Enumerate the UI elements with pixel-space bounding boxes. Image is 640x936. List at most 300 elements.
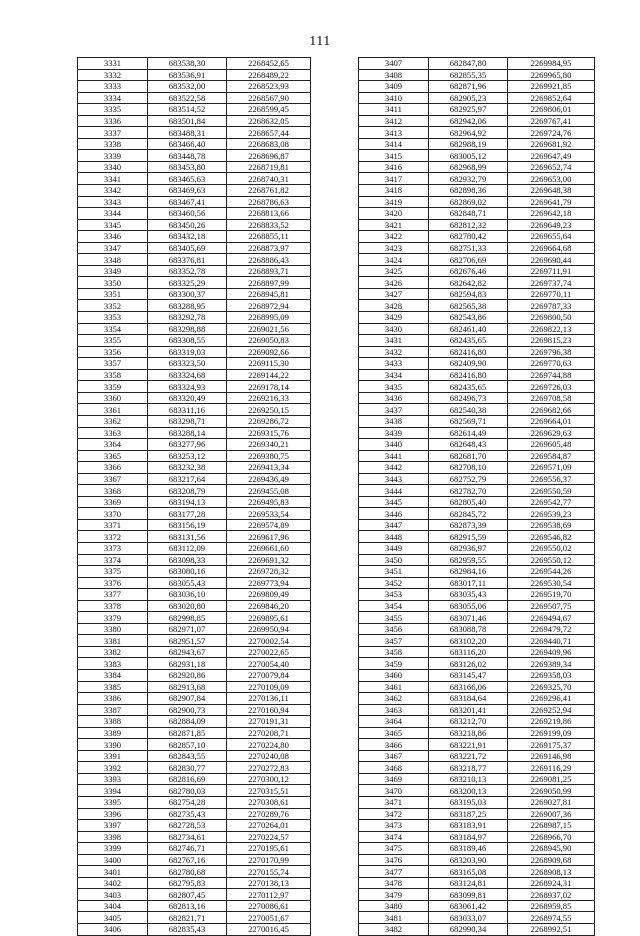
y-coordinate-cell: 2269219,86 <box>508 716 595 728</box>
point-number-cell: 3454 <box>359 600 429 612</box>
table-row <box>78 750 311 762</box>
table-row <box>359 358 595 370</box>
x-coordinate-cell: 683187,25 <box>429 808 508 820</box>
point-number-cell: 3394 <box>78 785 148 797</box>
y-coordinate-cell: 2268924,31 <box>508 877 595 889</box>
point-number-cell: 3408 <box>359 69 429 81</box>
y-coordinate-cell: 2268523,93 <box>227 81 311 93</box>
y-coordinate-cell: 2270300,12 <box>227 773 311 785</box>
x-coordinate-cell: 683200,13 <box>429 785 508 797</box>
y-coordinate-cell: 2269252,94 <box>508 704 595 716</box>
y-coordinate-cell: 2268974,55 <box>508 912 595 924</box>
table-row <box>78 773 311 785</box>
x-coordinate-cell: 683292,78 <box>148 312 227 324</box>
x-coordinate-cell: 683184,97 <box>429 831 508 843</box>
table-row <box>359 462 595 474</box>
y-coordinate-cell: 2269081,25 <box>508 773 595 785</box>
x-coordinate-cell: 682932,79 <box>429 173 508 185</box>
table-row <box>359 242 595 254</box>
y-coordinate-cell: 2269550,02 <box>508 542 595 554</box>
point-number-cell: 3426 <box>359 277 429 289</box>
table-row <box>359 785 595 797</box>
y-coordinate-cell: 2269538,69 <box>508 519 595 531</box>
x-coordinate-cell: 682857,10 <box>148 739 227 751</box>
point-number-cell: 3340 <box>78 161 148 173</box>
x-coordinate-cell: 683183,91 <box>429 820 508 832</box>
x-coordinate-cell: 683203,90 <box>429 854 508 866</box>
x-coordinate-cell: 682409,90 <box>429 358 508 370</box>
point-number-cell: 3416 <box>359 161 429 173</box>
y-coordinate-cell: 2268696,87 <box>227 150 311 162</box>
x-coordinate-cell: 683536,91 <box>148 69 227 81</box>
table-row <box>359 693 595 705</box>
point-number-cell: 3403 <box>78 889 148 901</box>
point-number-cell: 3427 <box>359 288 429 300</box>
table-row <box>78 658 311 670</box>
table-row <box>359 450 595 462</box>
point-number-cell: 3422 <box>359 231 429 243</box>
x-coordinate-cell: 683325,29 <box>148 277 227 289</box>
x-coordinate-cell: 683432,18 <box>148 231 227 243</box>
x-coordinate-cell: 683055,43 <box>148 577 227 589</box>
y-coordinate-cell: 2269027,81 <box>508 797 595 809</box>
y-coordinate-cell: 2269413,34 <box>227 462 311 474</box>
table-row <box>359 369 595 381</box>
table-row <box>359 312 595 324</box>
table-row <box>78 820 311 832</box>
y-coordinate-cell: 2268855,11 <box>227 231 311 243</box>
y-coordinate-cell: 2269216,33 <box>227 392 311 404</box>
table-row <box>359 704 595 716</box>
y-coordinate-cell: 2270240,08 <box>227 750 311 762</box>
y-coordinate-cell: 2270195,61 <box>227 843 311 855</box>
y-coordinate-cell: 2269494,67 <box>508 612 595 624</box>
table-row <box>359 750 595 762</box>
x-coordinate-cell: 682884,09 <box>148 716 227 728</box>
point-number-cell: 3407 <box>359 58 429 70</box>
point-number-cell: 3370 <box>78 508 148 520</box>
y-coordinate-cell: 2270224,57 <box>227 831 311 843</box>
point-number-cell: 3383 <box>78 658 148 670</box>
y-coordinate-cell: 2269007,36 <box>508 808 595 820</box>
y-coordinate-cell: 2269605,48 <box>508 439 595 451</box>
y-coordinate-cell: 2269584,87 <box>508 450 595 462</box>
point-number-cell: 3447 <box>359 519 429 531</box>
y-coordinate-cell: 2270112,97 <box>227 889 311 901</box>
y-coordinate-cell: 2268786,63 <box>227 196 311 208</box>
table-row <box>359 415 595 427</box>
y-coordinate-cell: 2269708,58 <box>508 392 595 404</box>
x-coordinate-cell: 682920,86 <box>148 669 227 681</box>
point-number-cell: 3429 <box>359 312 429 324</box>
y-coordinate-cell: 2269642,18 <box>508 208 595 220</box>
y-coordinate-cell: 2269681,92 <box>508 138 595 150</box>
table-row <box>78 415 311 427</box>
point-number-cell: 3444 <box>359 485 429 497</box>
point-number-cell: 3442 <box>359 462 429 474</box>
table-row <box>78 508 311 520</box>
table-row <box>359 635 595 647</box>
point-number-cell: 3441 <box>359 450 429 462</box>
y-coordinate-cell: 2269519,70 <box>508 589 595 601</box>
table-row <box>78 150 311 162</box>
x-coordinate-cell: 682998,85 <box>148 612 227 624</box>
x-coordinate-cell: 683376,81 <box>148 254 227 266</box>
point-number-cell: 3401 <box>78 866 148 878</box>
table-row <box>359 912 595 924</box>
point-number-cell: 3400 <box>78 854 148 866</box>
point-number-cell: 3360 <box>78 392 148 404</box>
x-coordinate-cell: 682728,53 <box>148 820 227 832</box>
point-number-cell: 3387 <box>78 704 148 716</box>
y-coordinate-cell: 2269773,94 <box>227 577 311 589</box>
table-row <box>78 427 311 439</box>
y-coordinate-cell: 2269315,76 <box>227 427 311 439</box>
table-row <box>359 924 595 936</box>
y-coordinate-cell: 2269726,03 <box>508 381 595 393</box>
x-coordinate-cell: 683218,86 <box>429 727 508 739</box>
point-number-cell: 3347 <box>78 242 148 254</box>
table-row <box>359 115 595 127</box>
x-coordinate-cell: 683055,06 <box>429 600 508 612</box>
point-number-cell: 3366 <box>78 462 148 474</box>
table-row <box>78 808 311 820</box>
y-coordinate-cell: 2268489,22 <box>227 69 311 81</box>
point-number-cell: 3376 <box>78 577 148 589</box>
table-row <box>78 392 311 404</box>
point-number-cell: 3475 <box>359 843 429 855</box>
y-coordinate-cell: 2268908,13 <box>508 866 595 878</box>
table-row <box>359 208 595 220</box>
y-coordinate-cell: 2269767,41 <box>508 115 595 127</box>
table-row <box>78 335 311 347</box>
y-coordinate-cell: 2269325,70 <box>508 681 595 693</box>
y-coordinate-cell: 2269800,50 <box>508 312 595 324</box>
table-row <box>359 531 595 543</box>
table-row <box>78 358 311 370</box>
y-coordinate-cell: 2269115,30 <box>227 358 311 370</box>
point-number-cell: 3377 <box>78 589 148 601</box>
x-coordinate-cell: 683099,81 <box>429 889 508 901</box>
point-number-cell: 3458 <box>359 646 429 658</box>
point-number-cell: 3476 <box>359 854 429 866</box>
table-row <box>78 462 311 474</box>
y-coordinate-cell: 2269546,82 <box>508 531 595 543</box>
point-number-cell: 3434 <box>359 369 429 381</box>
table-row <box>78 577 311 589</box>
point-number-cell: 3379 <box>78 612 148 624</box>
point-number-cell: 3452 <box>359 577 429 589</box>
table-row <box>359 843 595 855</box>
point-number-cell: 3453 <box>359 589 429 601</box>
y-coordinate-cell: 2269648,38 <box>508 185 595 197</box>
x-coordinate-cell: 682830,77 <box>148 762 227 774</box>
point-number-cell: 3332 <box>78 69 148 81</box>
x-coordinate-cell: 682569,71 <box>429 415 508 427</box>
y-coordinate-cell: 2269389,34 <box>508 658 595 670</box>
table-row <box>359 554 595 566</box>
table-row <box>78 635 311 647</box>
y-coordinate-cell: 2269358,03 <box>508 669 595 681</box>
point-number-cell: 3479 <box>359 889 429 901</box>
point-number-cell: 3446 <box>359 508 429 520</box>
point-number-cell: 3385 <box>78 681 148 693</box>
y-coordinate-cell: 2269691,32 <box>227 554 311 566</box>
y-coordinate-cell: 2268945,81 <box>227 288 311 300</box>
table-row <box>359 427 595 439</box>
y-coordinate-cell: 2269787,33 <box>508 300 595 312</box>
table-row <box>359 658 595 670</box>
y-coordinate-cell: 2269950,94 <box>227 623 311 635</box>
point-number-cell: 3443 <box>359 473 429 485</box>
x-coordinate-cell: 682936,97 <box>429 542 508 554</box>
x-coordinate-cell: 682807,45 <box>148 889 227 901</box>
y-coordinate-cell: 2269440,71 <box>508 635 595 647</box>
x-coordinate-cell: 683212,70 <box>429 716 508 728</box>
table-row <box>78 496 311 508</box>
table-row <box>78 219 311 231</box>
table-row <box>359 346 595 358</box>
y-coordinate-cell: 2270264,01 <box>227 820 311 832</box>
table-row <box>359 681 595 693</box>
y-coordinate-cell: 2268995,09 <box>227 312 311 324</box>
table-row <box>359 81 595 93</box>
x-coordinate-cell: 682871,85 <box>148 727 227 739</box>
point-number-cell: 3337 <box>78 127 148 139</box>
table-row <box>359 254 595 266</box>
y-coordinate-cell: 2269340,21 <box>227 439 311 451</box>
point-number-cell: 3338 <box>78 138 148 150</box>
x-coordinate-cell: 682746,71 <box>148 843 227 855</box>
point-number-cell: 3336 <box>78 115 148 127</box>
point-number-cell: 3331 <box>78 58 148 70</box>
x-coordinate-cell: 682915,59 <box>429 531 508 543</box>
point-number-cell: 3335 <box>78 104 148 116</box>
table-row <box>359 889 595 901</box>
y-coordinate-cell: 2269641,79 <box>508 196 595 208</box>
point-number-cell: 3393 <box>78 773 148 785</box>
point-number-cell: 3362 <box>78 415 148 427</box>
table-row <box>78 589 311 601</box>
point-number-cell: 3351 <box>78 288 148 300</box>
table-row <box>359 323 595 335</box>
y-coordinate-cell: 2269571,09 <box>508 462 595 474</box>
point-number-cell: 3345 <box>78 219 148 231</box>
x-coordinate-cell: 682898,36 <box>429 185 508 197</box>
point-number-cell: 3471 <box>359 797 429 809</box>
point-number-cell: 3390 <box>78 739 148 751</box>
table-row <box>78 173 311 185</box>
point-number-cell: 3430 <box>359 323 429 335</box>
y-coordinate-cell: 2269655,64 <box>508 231 595 243</box>
point-number-cell: 3413 <box>359 127 429 139</box>
x-coordinate-cell: 682835,43 <box>148 924 227 936</box>
y-coordinate-cell: 2269724,76 <box>508 127 595 139</box>
table-row <box>359 739 595 751</box>
table-row <box>359 173 595 185</box>
x-coordinate-cell: 682754,28 <box>148 797 227 809</box>
y-coordinate-cell: 2269664,68 <box>508 242 595 254</box>
point-number-cell: 3470 <box>359 785 429 797</box>
point-number-cell: 3455 <box>359 612 429 624</box>
x-coordinate-cell: 682614,49 <box>429 427 508 439</box>
table-row <box>78 208 311 220</box>
y-coordinate-cell: 2268886,43 <box>227 254 311 266</box>
point-number-cell: 3365 <box>78 450 148 462</box>
x-coordinate-cell: 682845,72 <box>429 508 508 520</box>
x-coordinate-cell: 683124,81 <box>429 877 508 889</box>
table-row <box>359 392 595 404</box>
coordinates-table-right <box>358 57 595 936</box>
y-coordinate-cell: 2269495,83 <box>227 496 311 508</box>
table-row <box>359 265 595 277</box>
x-coordinate-cell: 682843,55 <box>148 750 227 762</box>
x-coordinate-cell: 683488,31 <box>148 127 227 139</box>
point-number-cell: 3462 <box>359 693 429 705</box>
y-coordinate-cell: 2268992,51 <box>508 924 595 936</box>
y-coordinate-cell: 2269682,66 <box>508 404 595 416</box>
y-coordinate-cell: 2269286,72 <box>227 415 311 427</box>
y-coordinate-cell: 2270272,83 <box>227 762 311 774</box>
table-row <box>78 346 311 358</box>
table-row <box>78 185 311 197</box>
table-row <box>359 496 595 508</box>
table-row <box>78 877 311 889</box>
x-coordinate-cell: 683102,20 <box>429 635 508 647</box>
point-number-cell: 3425 <box>359 265 429 277</box>
x-coordinate-cell: 683467,41 <box>148 196 227 208</box>
point-number-cell: 3333 <box>78 81 148 93</box>
table-row <box>359 831 595 843</box>
table-row <box>78 115 311 127</box>
table-row <box>359 404 595 416</box>
point-number-cell: 3411 <box>359 104 429 116</box>
y-coordinate-cell: 2270208,71 <box>227 727 311 739</box>
point-number-cell: 3417 <box>359 173 429 185</box>
table-row <box>359 439 595 451</box>
y-coordinate-cell: 2268972,94 <box>227 300 311 312</box>
point-number-cell: 3398 <box>78 831 148 843</box>
point-number-cell: 3410 <box>359 92 429 104</box>
x-coordinate-cell: 682751,33 <box>429 242 508 254</box>
x-coordinate-cell: 682805,40 <box>429 496 508 508</box>
x-coordinate-cell: 682913,68 <box>148 681 227 693</box>
y-coordinate-cell: 2269539,23 <box>508 508 595 520</box>
y-coordinate-cell: 2269175,37 <box>508 739 595 751</box>
table-row <box>359 727 595 739</box>
y-coordinate-cell: 2269822,13 <box>508 323 595 335</box>
x-coordinate-cell: 683116,20 <box>429 646 508 658</box>
y-coordinate-cell: 2268599,45 <box>227 104 311 116</box>
point-number-cell: 3359 <box>78 381 148 393</box>
x-coordinate-cell: 683405,69 <box>148 242 227 254</box>
x-coordinate-cell: 683453,80 <box>148 161 227 173</box>
table-row <box>78 231 311 243</box>
x-coordinate-cell: 683460,56 <box>148 208 227 220</box>
point-number-cell: 3461 <box>359 681 429 693</box>
x-coordinate-cell: 683320,49 <box>148 392 227 404</box>
table-row <box>359 577 595 589</box>
y-coordinate-cell: 2268966,70 <box>508 831 595 843</box>
table-row <box>359 797 595 809</box>
table-row <box>78 265 311 277</box>
y-coordinate-cell: 2268657,44 <box>227 127 311 139</box>
point-number-cell: 3464 <box>359 716 429 728</box>
x-coordinate-cell: 682968,99 <box>429 161 508 173</box>
table-row <box>359 566 595 578</box>
point-number-cell: 3388 <box>78 716 148 728</box>
point-number-cell: 3344 <box>78 208 148 220</box>
y-coordinate-cell: 2269550,59 <box>508 485 595 497</box>
table-row <box>78 785 311 797</box>
point-number-cell: 3482 <box>359 924 429 936</box>
y-coordinate-cell: 2269647,49 <box>508 150 595 162</box>
y-coordinate-cell: 2270308,61 <box>227 797 311 809</box>
y-coordinate-cell: 2270022,65 <box>227 646 311 658</box>
point-number-cell: 3437 <box>359 404 429 416</box>
y-coordinate-cell: 2269664,01 <box>508 415 595 427</box>
y-coordinate-cell: 2269852,64 <box>508 92 595 104</box>
x-coordinate-cell: 683221,91 <box>429 739 508 751</box>
table-row <box>359 288 595 300</box>
y-coordinate-cell: 2269653,00 <box>508 173 595 185</box>
table-row <box>359 277 595 289</box>
x-coordinate-cell: 683145,47 <box>429 669 508 681</box>
table-row <box>359 473 595 485</box>
table-row <box>78 912 311 924</box>
x-coordinate-cell: 683324,93 <box>148 381 227 393</box>
table-row <box>359 58 595 70</box>
table-row <box>359 127 595 139</box>
table-row <box>78 716 311 728</box>
point-number-cell: 3433 <box>359 358 429 370</box>
x-coordinate-cell: 683017,11 <box>429 577 508 589</box>
table-row <box>359 808 595 820</box>
x-coordinate-cell: 682416,80 <box>429 346 508 358</box>
x-coordinate-cell: 683165,08 <box>429 866 508 878</box>
table-row <box>359 877 595 889</box>
point-number-cell: 3386 <box>78 693 148 705</box>
x-coordinate-cell: 682706,69 <box>429 254 508 266</box>
table-row <box>359 185 595 197</box>
y-coordinate-cell: 2270002,54 <box>227 635 311 647</box>
table-row <box>78 450 311 462</box>
y-coordinate-cell: 2269050,83 <box>227 335 311 347</box>
x-coordinate-cell: 682767,16 <box>148 854 227 866</box>
x-coordinate-cell: 682988,19 <box>429 138 508 150</box>
y-coordinate-cell: 2269728,32 <box>227 566 311 578</box>
x-coordinate-cell: 683020,80 <box>148 600 227 612</box>
x-coordinate-cell: 683288,95 <box>148 300 227 312</box>
x-coordinate-cell: 682795,83 <box>148 877 227 889</box>
x-coordinate-cell: 683538,30 <box>148 58 227 70</box>
point-number-cell: 3397 <box>78 820 148 832</box>
x-coordinate-cell: 682708,10 <box>429 462 508 474</box>
y-coordinate-cell: 2269199,09 <box>508 727 595 739</box>
y-coordinate-cell: 2269146,98 <box>508 750 595 762</box>
table-row <box>78 854 311 866</box>
y-coordinate-cell: 2269574,89 <box>227 519 311 531</box>
x-coordinate-cell: 683201,41 <box>429 704 508 716</box>
table-row <box>78 254 311 266</box>
table-row <box>78 924 311 936</box>
y-coordinate-cell: 2269796,38 <box>508 346 595 358</box>
x-coordinate-cell: 682925,97 <box>429 104 508 116</box>
x-coordinate-cell: 682907,84 <box>148 693 227 705</box>
x-coordinate-cell: 683184,64 <box>429 693 508 705</box>
table-row <box>359 231 595 243</box>
point-number-cell: 3445 <box>359 496 429 508</box>
